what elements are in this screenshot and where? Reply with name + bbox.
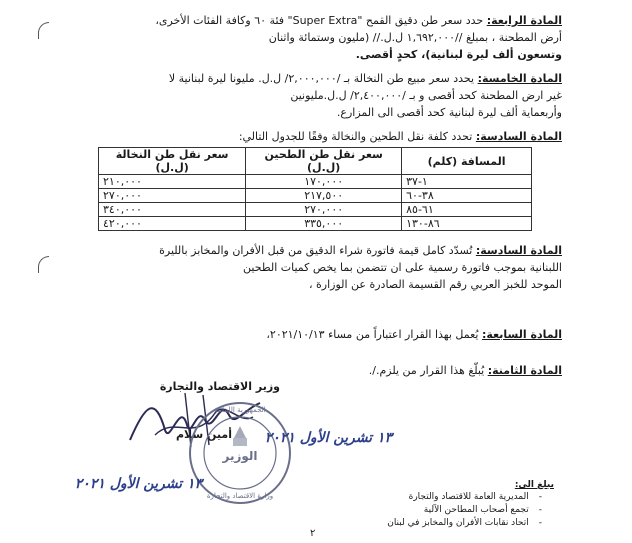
- stamp-center-text: الوزير: [222, 449, 258, 463]
- article6b-line2: اللبنانية بموجب فاتورة رسمية على ان تتضمن بما يخص كميات الطحين: [243, 261, 562, 274]
- cell-bran: ٢٧٠,٠٠٠: [99, 189, 246, 203]
- article4-line3: وتسعون ألف ليرة لبنانية)، كحدٍ أقصى.: [355, 48, 562, 61]
- table-header-row: [99, 148, 532, 175]
- page-number: ٢: [310, 528, 316, 539]
- col-distance: المسافة (كلم): [402, 148, 532, 175]
- stamp-bottom-text: وزارة الاقتصاد والتجارة: [206, 492, 274, 500]
- article8-line1: المادة الثامنة: يُبلّغ هذا القرار من يلزم./.: [368, 364, 562, 377]
- cell-bran: ٢١٠,٠٠٠: [99, 175, 246, 189]
- col-flour-cost: سعر نقل طن الطحين (ل.ل): [246, 148, 402, 175]
- article5-line3: وأربعماية ألف ليرة لبنانية كحد أقصى الى المزارع.: [336, 106, 562, 119]
- article7-line1: المادة السابعة: يُعمل بهذا القرار اعتباراً من مساء ٢٠٢١/١٠/١٣،: [266, 328, 562, 341]
- cc-item: -اتحاد نقابات الأفران والمخابز في لبنان: [387, 518, 542, 528]
- article5-label: المادة الخامسة:: [477, 72, 562, 85]
- cell-bran: ٣٤٠,٠٠٠: [99, 203, 246, 217]
- article4-label: المادة الرابعة:: [486, 14, 562, 27]
- table-row: [99, 189, 532, 203]
- article4-line2: أرض المطحنة ، بمبلغ //١,٦٩٢,٠٠٠ ل.ل.// (مليون وستمائة واثنان: [268, 31, 562, 44]
- article6b-label: المادة السادسة:: [475, 244, 562, 257]
- date-stamp: ١٣ تشرين الأول ٢٠٢١: [74, 476, 202, 492]
- article4-line1: المادة الرابعة: حدد سعر طن دقيق القمح "Super Extra" فئة ٦٠ وكافة الفئات الأخرى،: [155, 14, 562, 27]
- date-stamp: ١٣ تشرين الأول ٢٠٢١: [264, 430, 392, 446]
- hole-punch-mark: [38, 256, 49, 273]
- cell-distance: ٣٨-٦٠: [402, 189, 532, 203]
- table-row: [99, 175, 532, 189]
- cc-label: يبلغ الى:: [514, 480, 554, 490]
- cell-flour: ١٧٠,٠٠٠: [246, 175, 402, 189]
- cell-flour: ٢١٧,٥٠٠: [246, 189, 402, 203]
- article7-label: المادة السابعة:: [481, 328, 562, 341]
- table-row: [99, 217, 532, 231]
- col-bran-cost: سعر نقل طن النخالة (ل.ل): [99, 148, 246, 175]
- article6b-line3: الموحد للخبز العربي رقم القسيمة الصادرة عن الوزارة ،: [308, 278, 562, 291]
- article6b-line1: المادة السادسة: تُسدّد كامل قيمة فاتورة شراء الدقيق من قبل الأفران والمخابز بالليرة: [159, 244, 562, 257]
- article5-line1: المادة الخامسة: يحدد سعر مبيع طن النخالة بـ /٢,٠٠٠,٠٠٠/ ل.ل. مليونا ليرة لبنانية لا: [168, 72, 562, 85]
- table-row: [99, 203, 532, 217]
- article6a-label: المادة السادسة:: [475, 130, 562, 143]
- minister-name: أمين سلام: [175, 428, 232, 441]
- hole-punch-mark: [38, 22, 49, 39]
- minister-title: وزير الاقتصاد والتجارة: [159, 380, 280, 393]
- cell-flour: ٣٣٥,٠٠٠: [246, 217, 402, 231]
- stamp-top-text: الجمهورية اللبنانية: [214, 406, 266, 414]
- transport-cost-table: [98, 147, 532, 231]
- cell-bran: ٤٢٠,٠٠٠: [99, 217, 246, 231]
- article6a-line1: المادة السادسة: تحدد كلفة نقل الطحين والنخالة وفقًا للجدول التالي:: [238, 130, 562, 143]
- cc-item: -تجمع أصحاب المطاحن الآلية: [423, 505, 542, 515]
- article5-line2: غير ارض المطحنة كحد أقصى و بـ /٢,٤٠٠,٠٠٠/ ل.ل.مليونين: [290, 89, 562, 102]
- cell-flour: ٢٧٠,٠٠٠: [246, 203, 402, 217]
- cell-distance: ٦١-٨٥: [402, 203, 532, 217]
- cell-distance: ١-٣٧: [402, 175, 532, 189]
- cell-distance: ٨٦-١٣٠: [402, 217, 532, 231]
- cc-item: -المديرية العامة للاقتصاد والتجارة: [408, 492, 542, 502]
- article8-label: المادة الثامنة:: [487, 364, 562, 377]
